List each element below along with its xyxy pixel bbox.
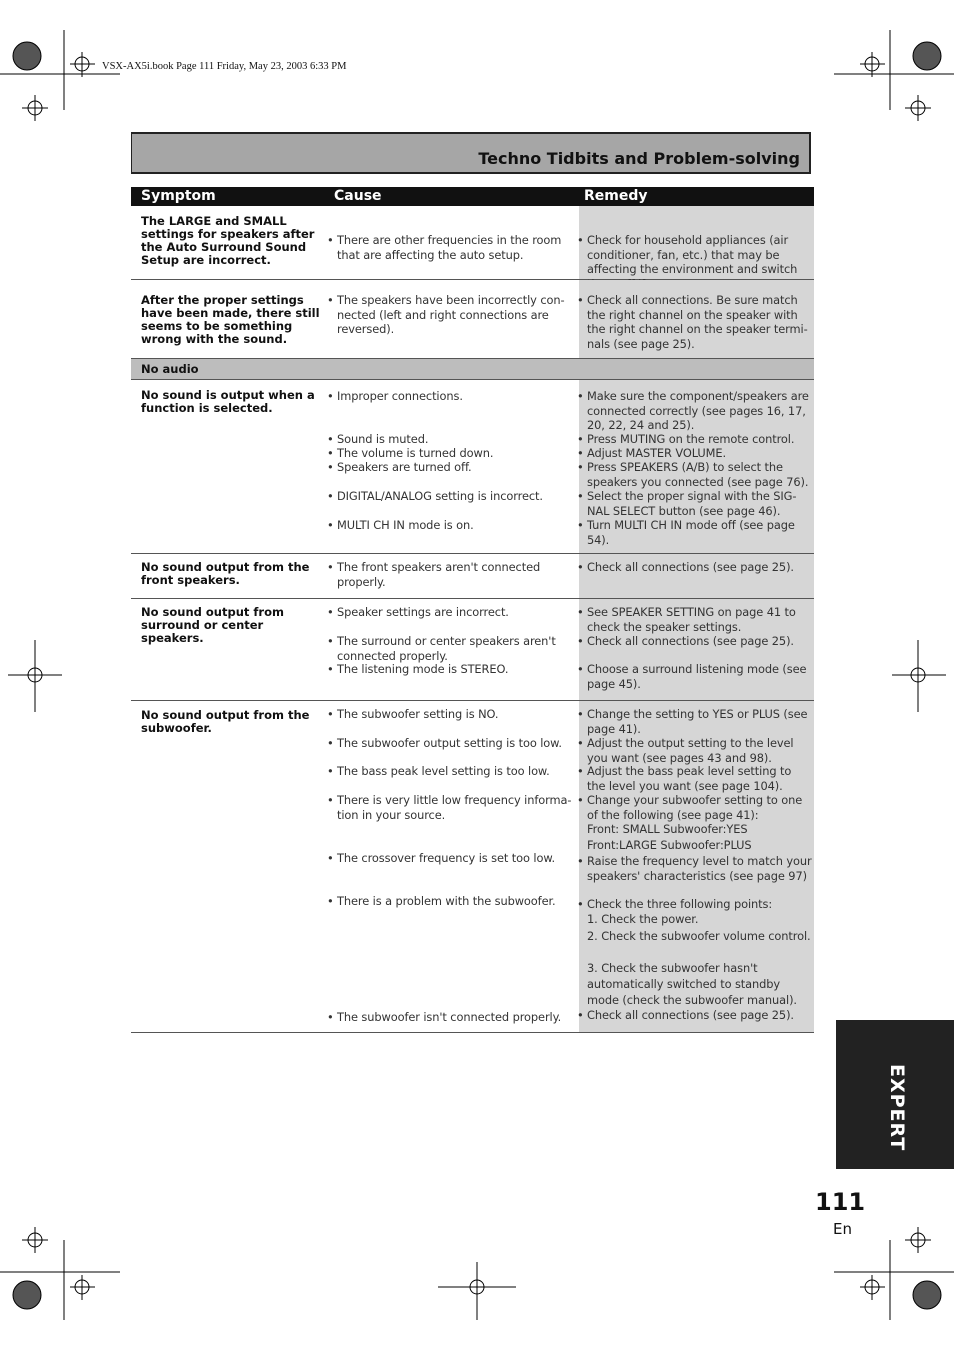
remedy-item: • Adjust MASTER VOLUME. <box>577 446 726 460</box>
table-header <box>131 187 814 206</box>
subheading-no-audio: No audio <box>131 359 814 380</box>
remedy-item: • Check all connections (see page 25). <box>577 560 794 574</box>
remedy-item: • Raise the frequency level to match your speakers' characteristics (see page 97) <box>577 854 812 883</box>
section-title: Techno Tidbits and Problem-solving <box>478 149 800 168</box>
remedy-item: • Press SPEAKERS (A/B) to select the speakers you connected (see page 76). <box>577 460 809 489</box>
cause-item: • The volume is turned down. <box>327 446 494 460</box>
table-row <box>131 280 814 359</box>
cause-item: • The front speakers aren't connected properly. <box>327 560 541 589</box>
remedy-item: • Adjust the output setting to the level you want (see pages 43 and 98). <box>577 736 794 765</box>
remedy-item: • Check the three following points: <box>577 897 773 911</box>
troubleshooting-table <box>131 187 814 1033</box>
remedy-item: • See SPEAKER SETTING on page 41 to check the speaker settings. <box>577 605 796 634</box>
cause-item: • The surround or center speakers aren't connected properly. <box>327 634 556 663</box>
cause-item: • There is very little low frequency informa-tion in your source. <box>327 793 572 822</box>
remedy-item: • Turn MULTI CH IN mode off (see page 54). <box>577 518 795 547</box>
cause-item: • Sound is muted. <box>327 432 429 446</box>
remedy-item: • Check for household appliances (air conditioner, fan, etc.) that may be affecting the environment and switch <box>577 233 798 276</box>
cause-item: • The bass peak level setting is too low. <box>327 764 550 778</box>
print-header: VSX-AX5i.book Page 111 Friday, May 23, 2003 6:33 PM <box>102 61 347 72</box>
header-cause: Cause <box>334 188 382 204</box>
symptom: No sound is output when a function is selected. <box>141 388 315 415</box>
remedy-item: • Check all connections. Be sure match the right channel on the speaker with the right channel on the speaker termi-nals (see page 25). <box>577 293 808 351</box>
cause-item: • The subwoofer output setting is too low. <box>327 736 562 750</box>
cause-item: • Speaker settings are incorrect. <box>327 605 509 619</box>
expert-side-tab <box>836 1020 954 1169</box>
cause-item: • Speakers are turned off. <box>327 460 472 474</box>
section-banner <box>131 132 811 174</box>
header-remedy: Remedy <box>584 188 648 204</box>
table-row <box>131 206 814 280</box>
remedy-item: • Change the setting to YES or PLUS (see page 41). <box>577 707 808 736</box>
symptom: No sound output from surround or center speakers. <box>141 605 284 645</box>
cause-item: • There is a problem with the subwoofer. <box>327 894 556 908</box>
remedy-item: • Adjust the bass peak level setting to the level you want (see page 104). <box>577 764 792 793</box>
cause-item: • Improper connections. <box>327 389 463 403</box>
cause-item: • The subwoofer setting is NO. <box>327 707 499 721</box>
remedy-item: • Check all connections (see page 25). <box>577 1008 794 1022</box>
cause-item: • The speakers have been incorrectly con-nected (left and right connections are reversed). <box>327 293 565 336</box>
remedy-subline: 3. Check the subwoofer hasn't automatically switched to standby mode (check the subwoofer manual). <box>587 961 797 1007</box>
symptom: The LARGE and SMALL settings for speakers after the Auto Surround Sound Setup are incorrect. <box>141 214 315 267</box>
remedy-item: • Change your subwoofer setting to one of the following (see page 41): <box>577 793 803 822</box>
symptom: No sound output from the subwoofer. <box>141 708 310 735</box>
remedy-subline: Front:LARGE Subwoofer:PLUS <box>587 838 752 852</box>
cause-item: • The listening mode is STEREO. <box>327 662 509 676</box>
table-row <box>131 599 814 701</box>
remedy-item: • Make sure the component/speakers are connected correctly (see pages 16, 17, 20, 22, 24 and 25). <box>577 389 809 432</box>
table-row <box>131 380 814 554</box>
remedy-item: • Press MUTING on the remote control. <box>577 432 795 446</box>
cause-item: • The subwoofer isn't connected properly. <box>327 1010 562 1024</box>
expert-tab-label: EXPERT <box>886 1064 908 1152</box>
cause-item: • There are other frequencies in the room that are affecting the auto setup. <box>327 233 562 262</box>
symptom: After the proper settings have been made, there still seems to be something wrong with the sound. <box>141 293 320 346</box>
cause-item: • DIGITAL/ANALOG setting is incorrect. <box>327 489 543 503</box>
remedy-item: • Check all connections (see page 25). <box>577 634 794 648</box>
table-row <box>131 554 814 599</box>
cause-item: • The crossover frequency is set too low. <box>327 851 556 865</box>
table-row <box>131 701 814 1033</box>
page-number: 111 <box>815 1188 866 1216</box>
remedy-subline: 2. Check the subwoofer volume control. <box>587 929 811 943</box>
symptom: No sound output from the front speakers. <box>141 560 310 587</box>
header-symptom: Symptom <box>141 188 216 204</box>
remedy-item: • Choose a surround listening mode (see page 45). <box>577 662 807 691</box>
remedy-subline: Front: SMALL Subwoofer:YES <box>587 822 748 836</box>
cause-item: • MULTI CH IN mode is on. <box>327 518 474 532</box>
remedy-subline: 1. Check the power. <box>587 912 699 926</box>
language-code: En <box>833 1220 852 1238</box>
remedy-item: • Select the proper signal with the SIG-NAL SELECT button (see page 46). <box>577 489 797 518</box>
